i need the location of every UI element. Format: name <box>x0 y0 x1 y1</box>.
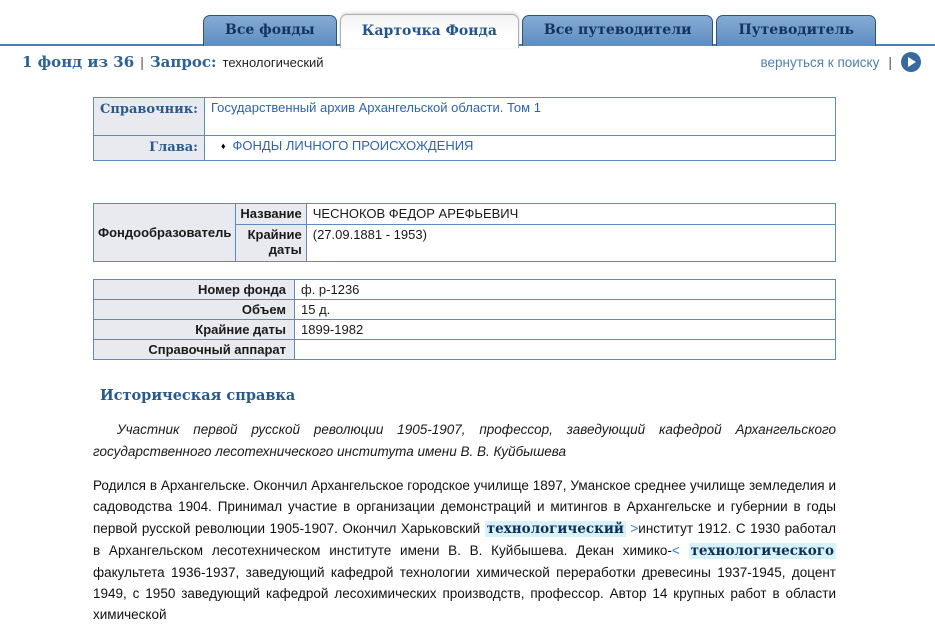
separator: | <box>888 54 892 70</box>
search-term-highlight: технологического <box>690 542 834 559</box>
paragraph-text: институт 1912. С 1930 работал в Архангельском лесотехническом институте имени В. В. Куйбышева. Декан химико- <box>93 520 836 558</box>
paragraph-text <box>680 543 689 558</box>
table-row <box>94 136 836 161</box>
extreme-dates-label: Крайние даты <box>94 320 295 340</box>
next-match-arrow[interactable]: > <box>630 520 639 536</box>
reference-label: Справочник: <box>94 98 205 136</box>
historical-note-section <box>93 387 836 626</box>
query-label: Запрос: <box>149 53 217 71</box>
query-value: технологический <box>222 54 324 70</box>
main-content <box>93 97 836 360</box>
separator: | <box>140 54 144 70</box>
tab-label: Все фонды <box>225 22 315 38</box>
tab-label: Путеводитель <box>738 22 854 38</box>
search-term-highlight: технологический <box>486 520 624 537</box>
fund-creator-label: Фондообразователь <box>94 204 236 262</box>
table-row <box>94 340 836 360</box>
prev-match-arrow[interactable]: < <box>671 542 680 558</box>
history-paragraph <box>93 475 836 625</box>
tab-fund-card[interactable] <box>340 14 519 48</box>
paragraph-text: Родился в Архангельске. Окончил Архангельское городское училище 1897, Уманское среднее училище земледелия и садоводства 1904. Принимал участие в организации демонстраций и митингов в Архангельске и губернии в годы первой русской революции 1905-1907. Окончил Харьковский <box>93 478 836 536</box>
volume-label: Объем <box>94 300 295 320</box>
reference-apparatus-label: Справочный аппарат <box>94 340 295 360</box>
result-bar <box>0 46 935 78</box>
tab-label: Все путеводители <box>543 22 692 38</box>
reference-table <box>93 97 836 161</box>
result-count: 1 фонд из 36 <box>22 53 135 71</box>
lead-paragraph: Участник первой русской революции 1905-1907, профессор, заведующий кафедрой Архангельского государственного лесотехнического института имени В. В. Куйбышева <box>93 422 836 459</box>
diamond-bullet-icon: ♦ <box>220 141 226 151</box>
tab-guide[interactable] <box>716 15 876 46</box>
fund-creator-table <box>93 203 836 262</box>
result-actions <box>761 52 921 72</box>
name-value: ЧЕСНОКОВ ФЕДОР АРЕФЬЕВИЧ <box>306 204 835 225</box>
table-row <box>94 300 836 320</box>
fund-number-label: Номер фонда <box>94 280 295 300</box>
tab-all-funds[interactable] <box>203 15 337 46</box>
extreme-dates-value: 1899-1982 <box>295 320 836 340</box>
table-row <box>94 204 836 225</box>
chapter-value-cell <box>204 136 835 161</box>
table-row <box>94 98 836 136</box>
back-to-search-link[interactable]: вернуться к поиску <box>760 54 880 70</box>
next-result-button[interactable] <box>901 52 921 72</box>
tab-label: Карточка Фонда <box>361 22 497 39</box>
tab-strip <box>0 0 935 46</box>
paragraph-text: факультета 1936-1937, заведующий кафедрой технологии химической переработки древесины 1937-1945, доцент 1949, с 1950 заведующий кафедрой лесохимических производств, профессор. Автор 14 крупных работ в области химической <box>93 564 836 623</box>
reference-apparatus-value <box>295 340 836 360</box>
chapter-label: Глава: <box>94 136 205 161</box>
archive-guide-link[interactable]: Государственный архив Архангельской области. Том 1 <box>210 100 541 115</box>
reference-value-cell <box>204 98 835 136</box>
dates-label: Крайние даты <box>236 225 306 262</box>
dates-value: (27.09.1881 - 1953) <box>306 225 835 262</box>
fund-details-table <box>93 279 836 360</box>
name-label: Название <box>236 204 306 225</box>
chapter-link[interactable]: ФОНДЫ ЛИЧНОГО ПРОИСХОЖДЕНИЯ <box>232 138 474 153</box>
table-row <box>94 280 836 300</box>
volume-value: 15 д. <box>295 300 836 320</box>
fund-number-value: ф. р-1236 <box>295 280 836 300</box>
result-summary <box>22 53 324 71</box>
arrow-right-icon <box>908 57 916 67</box>
table-row <box>94 320 836 340</box>
section-heading: Историческая справка <box>100 387 296 404</box>
tab-all-guides[interactable] <box>522 15 714 46</box>
